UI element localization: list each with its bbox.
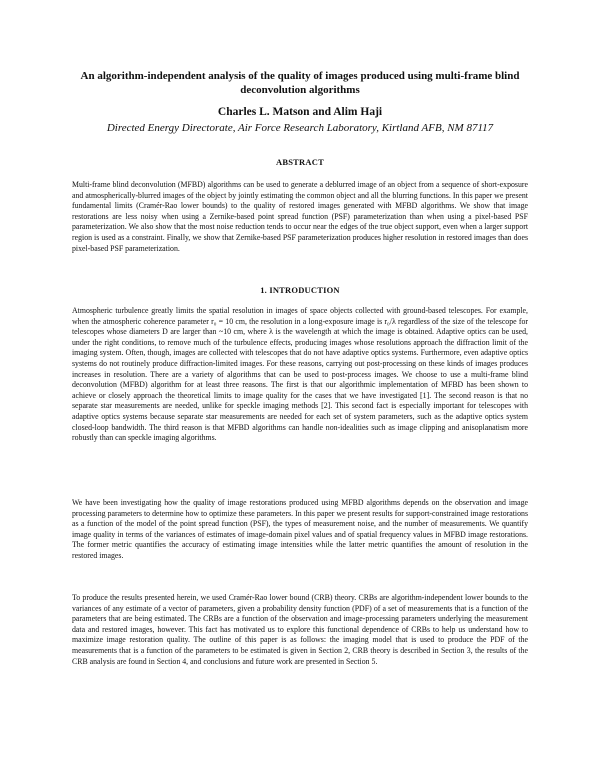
intro-paragraph-3: To produce the results presented herein, we used Cramér-Rao lower bound (CRB) theory. CRBs are algorithm-independent lower bounds to the variances of any estimate of a vector of parameters, given a probability density function (PDF) of a set of measurements that is a function of the parameters that are being estimated. The CRBs are a function of the observation and image-processing parameters underlying the measurement data and restored images, however. This fact has motivated us to explore this functional dependence of CRBs to help us understand how to maximize image restoration quality. The outline of this paper is as follows: the imaging model that is used to produce the PDF of the measurements that is a function of the parameters to be estimated is given in Section 2, CRB theory is described in Section 3, the results of the CRB analysis are found in Section 4, and conclusions and future work are presented in Section 5. (72, 593, 528, 666)
abstract-heading: ABSTRACT (276, 157, 324, 167)
abstract-text: Multi-frame blind deconvolution (MFBD) algorithms can be used to generate a deblurred image of an object from a sequence of short-exposure and atmospherically-blurred images of the object by jointly estimating the common object and all the blurring functions. In this paper we present fundamental limits (Cramér-Rao lower bounds) to the quality of restored images generated with MFBD algorithms. We show that image restorations are less noisy when using a Zernike-based point spread function (PSF) parameterization than when using a pixel-based PSF parameterization. We also show that the most noise reduction tends to occur near the edges of the true object support, even when a larger support region is used as a constraint. Finally, we show that Zernike-based PSF parameterization produces higher resolution in restored images than does pixel-based PSF parameterization. (72, 180, 528, 253)
intro-paragraph-1: Atmospheric turbulence greatly limits the spatial resolution in images of space objects collected with ground-based telescopes. For example, when the atmospheric coherence parameter r₀ = 10 cm, the resolution in a long-exposure image is r₀/λ regardless of the size of the telescope for telescopes whose diameters D are larger than ~10 cm, where λ is the wavelength at which the image is obtained. Adaptive optics can be used, under the right conditions, to remove much of the turbulence effects, producing images whose resolutions approach the diffraction limit of the imaging system. Often, though, images are collected with telescopes that do not have adaptive optics systems. Furthermore, even adaptive optics systems do not routinely produce diffraction-limited images. For these reasons, carrying out post-processing on these kinds of images produces increases in resolution. There are a variety of algorithms that can be used to post-process images. We choose to use a multi-frame blind deconvolution (MFBD) algorithm for at least three reasons. The first is that our algorithmic implementation of MFBD has been shown to achieve or closely approach the theoretical limits to image quality for the cases that we have investigated [1]. The second reason is that no separate star measurements are needed, unlike for speckle imaging methods [2]. This second fact is especially important for telescopes with adaptive optics systems because separate star measurements are needed for each set of system parameters, such as the adaptive optics system closed-loop bandwidth. The third reason is that MFBD algorithms can handle non-idealities such as image clipping and anisoplanatism more robustly than can speckle imaging algorithms. (72, 306, 528, 443)
intro-paragraph-2: We have been investigating how the quality of image restorations produced using MFBD algorithms depends on the observation and image processing parameters to determine how to optimize these parameters. In this paper we present results for support-constrained image restorations as a function of the model of the point spread function (PSF), the types of measurement noise, and the number of measurements. We quantify image quality in terms of the variances of estimates of image-domain pixel values and of spatial frequency values in MFBD image restorations. The former metric quantifies the accuracy of estimating image intensities while the latter metric quantifies the amount of resolution in the restored images. (72, 498, 528, 560)
paper-authors: Charles L. Matson and Alim Haji (217, 106, 383, 118)
paper-affiliation: Directed Energy Directorate, Air Force Research Laboratory, Kirtland AFB, NM 87117 (106, 122, 494, 134)
paper-title: An algorithm-independent analysis of the quality of images produced using multi-frame blind deconvolution algorithms (80, 70, 520, 96)
introduction-heading: 1. INTRODUCTION (260, 285, 340, 295)
